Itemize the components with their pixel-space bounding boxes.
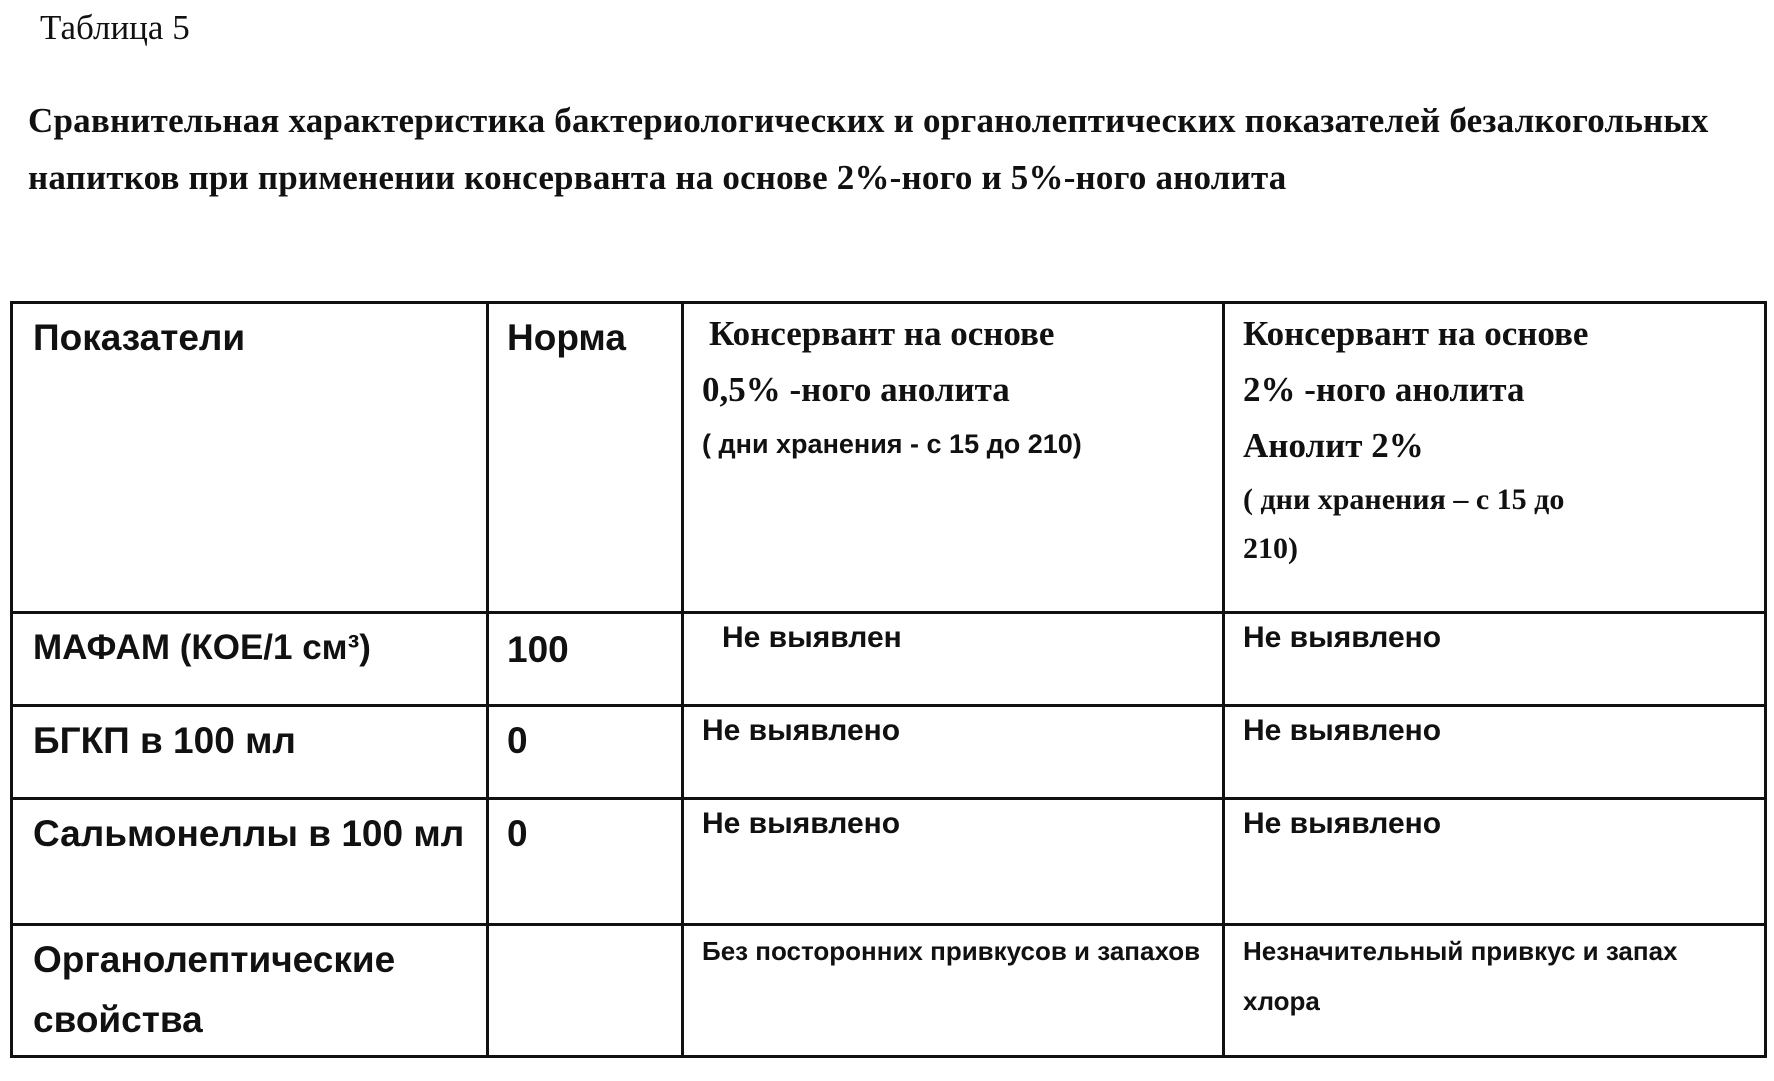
row-col1-cell [683,799,1224,925]
table-header-row [12,303,1766,613]
header-norm-cell [488,303,683,613]
row-norm-cell [488,925,683,1057]
row-col1: Не выявлено [702,714,901,747]
row-col1-cell [683,925,1224,1057]
header-col2-line5: 210) [1243,532,1298,565]
row-norm-cell [488,613,683,706]
header-col1-line1: Консервант на основе [709,314,1055,353]
row-col2-cell [1224,925,1766,1057]
row-col2: Не выявлено [1243,621,1442,654]
row-norm: 0 [507,813,528,854]
row-indicator-cell [12,799,488,925]
row-col1: Не выявлен [722,621,902,654]
row-indicator-cell [12,925,488,1057]
header-col1-cell [683,303,1224,613]
row-col2-cell [1224,706,1766,799]
table-row [12,613,1766,706]
header-col2-line4: ( дни хранения – с 15 до [1243,483,1565,516]
row-norm: 0 [507,720,528,761]
row-col1-cell [683,706,1224,799]
row-col1-cell [683,613,1224,706]
row-col2-cell [1224,613,1766,706]
header-col1-line2: 0,5% -ного анолита [702,370,1010,409]
header-col2-line3: Анолит 2% [1243,426,1424,465]
header-col1-line3: ( дни хранения - с 15 до 210) [702,429,1082,459]
comparison-table [10,301,1767,1058]
row-indicator: Органолептические свойства [33,939,396,1040]
row-col2: Незначительный привкус и запах хлора [1243,936,1678,1016]
header-col2-cell [1224,303,1766,613]
row-norm: 100 [507,629,569,670]
row-indicator-cell [12,613,488,706]
table-row [12,706,1766,799]
row-indicator: МАФАМ (КОЕ/1 см³) [33,628,371,667]
header-col2-line1: Консервант на основе [1243,314,1589,353]
row-col2-cell [1224,799,1766,925]
row-norm-cell [488,706,683,799]
table-row [12,799,1766,925]
row-col2: Не выявлено [1243,807,1442,840]
document-title: Сравнительная характеристика бактериологических и органолептических показателей безалкогольных напитков при применении консерванта на основе 2%-ного и 5%-ного анолита [28,101,1709,197]
row-indicator: Сальмонеллы в 100 мл [33,813,465,854]
header-indicators: Показатели [33,317,246,358]
table-row [12,925,1766,1057]
header-indicators-cell [12,303,488,613]
row-col1: Без посторонних привкусов и запахов [702,936,1201,966]
header-norm: Норма [507,317,626,358]
row-col2: Не выявлено [1243,714,1442,747]
row-indicator: БГКП в 100 мл [33,720,296,761]
row-indicator-cell [12,706,488,799]
header-col2-line2: 2% -ного анолита [1243,370,1525,409]
table-label: Таблица 5 [40,8,190,47]
row-col1: Не выявлено [702,807,901,840]
row-norm-cell [488,799,683,925]
